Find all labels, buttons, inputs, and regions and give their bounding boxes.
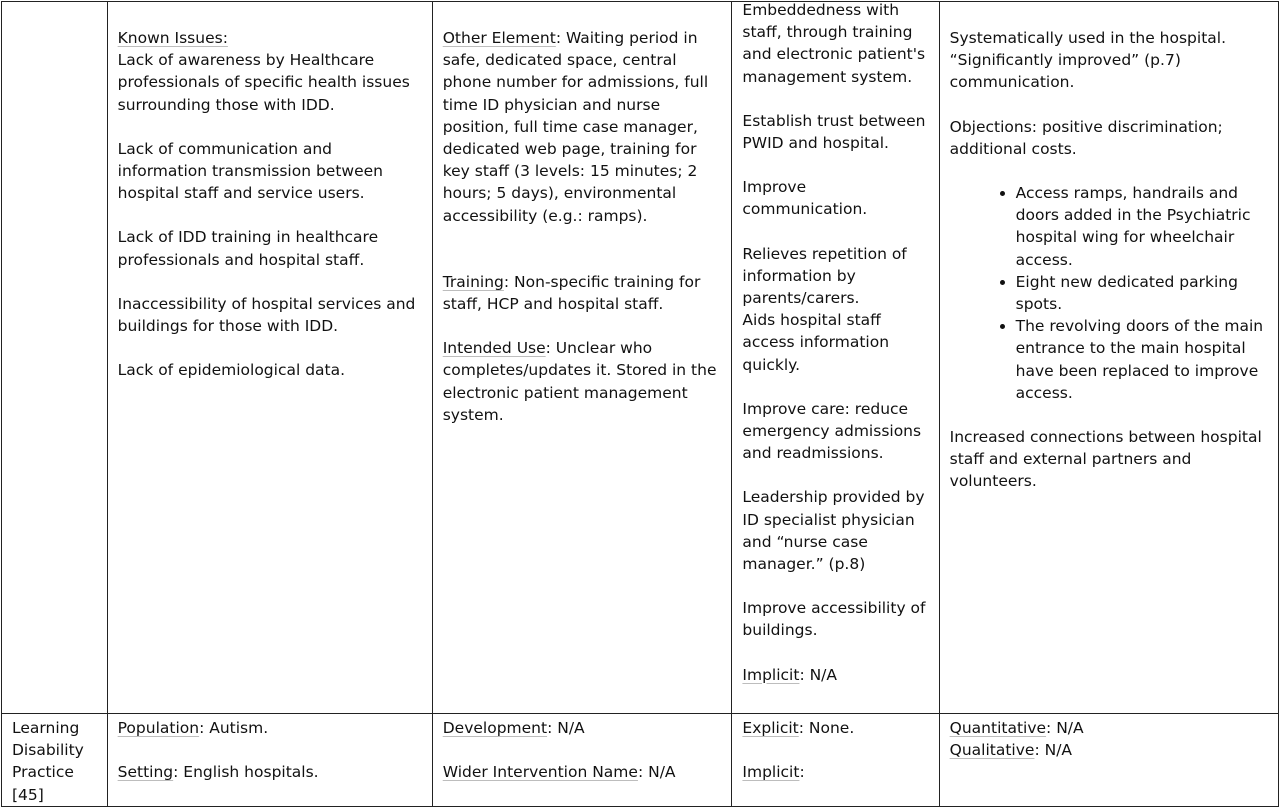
explicit-label: Explicit: [742, 719, 799, 737]
mechanism-paragraph: Improve communication.: [742, 178, 868, 219]
intended-use-label: Intended Use: [442, 339, 546, 358]
mechanism-paragraph: Leadership provided by ID specialist physician and “nurse case manager.” (p.8): [742, 488, 925, 574]
mechanism-paragraph: Improve care: reduce emergency admissions and readmissions.: [742, 399, 922, 463]
setting-label: Setting: [117, 763, 174, 782]
mechanism-paragraph: Establish trust between PWID and hospital.: [742, 111, 926, 153]
list-item: • Access ramps, handrails and doors added in the Psychiatric hospital wing for wheelchair access.: [1016, 182, 1270, 271]
outcome-paragraph: Increased connections between hospital staff and external partners and volunteers.: [949, 428, 1262, 491]
known-issues-label: Known Issues:: [117, 29, 228, 47]
quantitative-label: Quantitative: [949, 719, 1047, 737]
row2-population-cell: [107, 714, 432, 807]
row1-source-cell: [2, 2, 108, 714]
list-item: • Eight new dedicated parking spots.: [1016, 271, 1270, 315]
issue-item: Lack of epidemiological data.: [117, 361, 346, 380]
quantitative-line: Quantitative: N/A: [949, 719, 1084, 737]
training-label: Training: [442, 272, 504, 291]
mechanism-paragraph: Relieves repetition of information by parents/carers.: [742, 244, 907, 308]
population-label: Population: [117, 719, 200, 737]
development-label: Development: [442, 719, 548, 737]
row2-source-cell: [2, 714, 108, 807]
mechanism-paragraph: Improve accessibility of buildings.: [742, 599, 926, 640]
implicit-label: Implicit: [742, 763, 800, 782]
issue-item: Inaccessibility of hospital services and buildings for those with IDD.: [117, 294, 416, 336]
training-paragraph: Training: Non-specific training for staff, HCP and hospital staff.: [442, 272, 701, 314]
table-row: [2, 714, 1279, 807]
setting-line: Setting: English hospitals.: [117, 763, 319, 782]
wider-intervention-line: Wider Intervention Name: N/A: [442, 763, 676, 782]
outcome-paragraph: Systematically used in the hospital. “Significantly improved” (p.7) communication.: [949, 29, 1227, 92]
issue-item: Lack of awareness by Healthcare professionals of specific health issues surrounding those with IDD.: [117, 51, 410, 114]
row2-outcomes-cell: [939, 714, 1278, 807]
mechanism-paragraph: Aids hospital staff access information quickly.: [742, 311, 890, 374]
outcome-paragraph: Objections: positive discrimination; additional costs.: [949, 117, 1223, 158]
mechanism-paragraph: Embeddedness with staff, through training and electronic patient's management system.: [742, 1, 926, 86]
explicit-line: Explicit: None.: [742, 719, 855, 737]
evidence-table: [1, 1, 1279, 807]
development-line: Development: N/A: [442, 719, 585, 737]
outcome-bullet-list: [950, 182, 1270, 404]
qualitative-line: Qualitative: N/A: [949, 741, 1073, 760]
row2-development-cell: [432, 714, 732, 807]
row1-mechanisms-cell: [732, 2, 939, 714]
wider-intervention-label: Wider Intervention Name: [442, 763, 638, 782]
other-element-label: Other Element: [442, 29, 556, 47]
intended-use-paragraph: Intended Use: Unclear who completes/updates it. Stored in the electronic patient management system.: [442, 339, 717, 424]
list-item: • The revolving doors of the main entrance to the main hospital have been replaced to improve access.: [1016, 315, 1270, 404]
row1-issues-cell: [107, 2, 432, 714]
issue-item: Lack of communication and information transmission between hospital staff and service users.: [117, 139, 383, 203]
qualitative-label: Qualitative: [949, 741, 1035, 760]
source-name: Learning Disability Practice [45]: [12, 719, 84, 804]
row1-outcomes-cell: [939, 2, 1278, 714]
table-row: [2, 2, 1279, 714]
row2-mechanisms-cell: [732, 714, 939, 807]
other-element-paragraph: Other Element: Waiting period in safe, dedicated space, central phone number for admissions, full time ID physician and nurse position, full time case manager, dedicated web page, training for key staff (3 levels: 15 minutes; 2 hours; 5 days), environmental accessibility (e.g.: ramps).: [442, 29, 709, 225]
row1-elements-cell: [432, 2, 732, 714]
population-line: Population: Autism.: [117, 719, 269, 737]
implicit-line: Implicit:: [742, 763, 805, 782]
issue-item: Lack of IDD training in healthcare professionals and hospital staff.: [117, 228, 379, 269]
implicit-label: Implicit: [742, 665, 800, 684]
implicit-paragraph: Implicit: N/A: [742, 665, 838, 684]
